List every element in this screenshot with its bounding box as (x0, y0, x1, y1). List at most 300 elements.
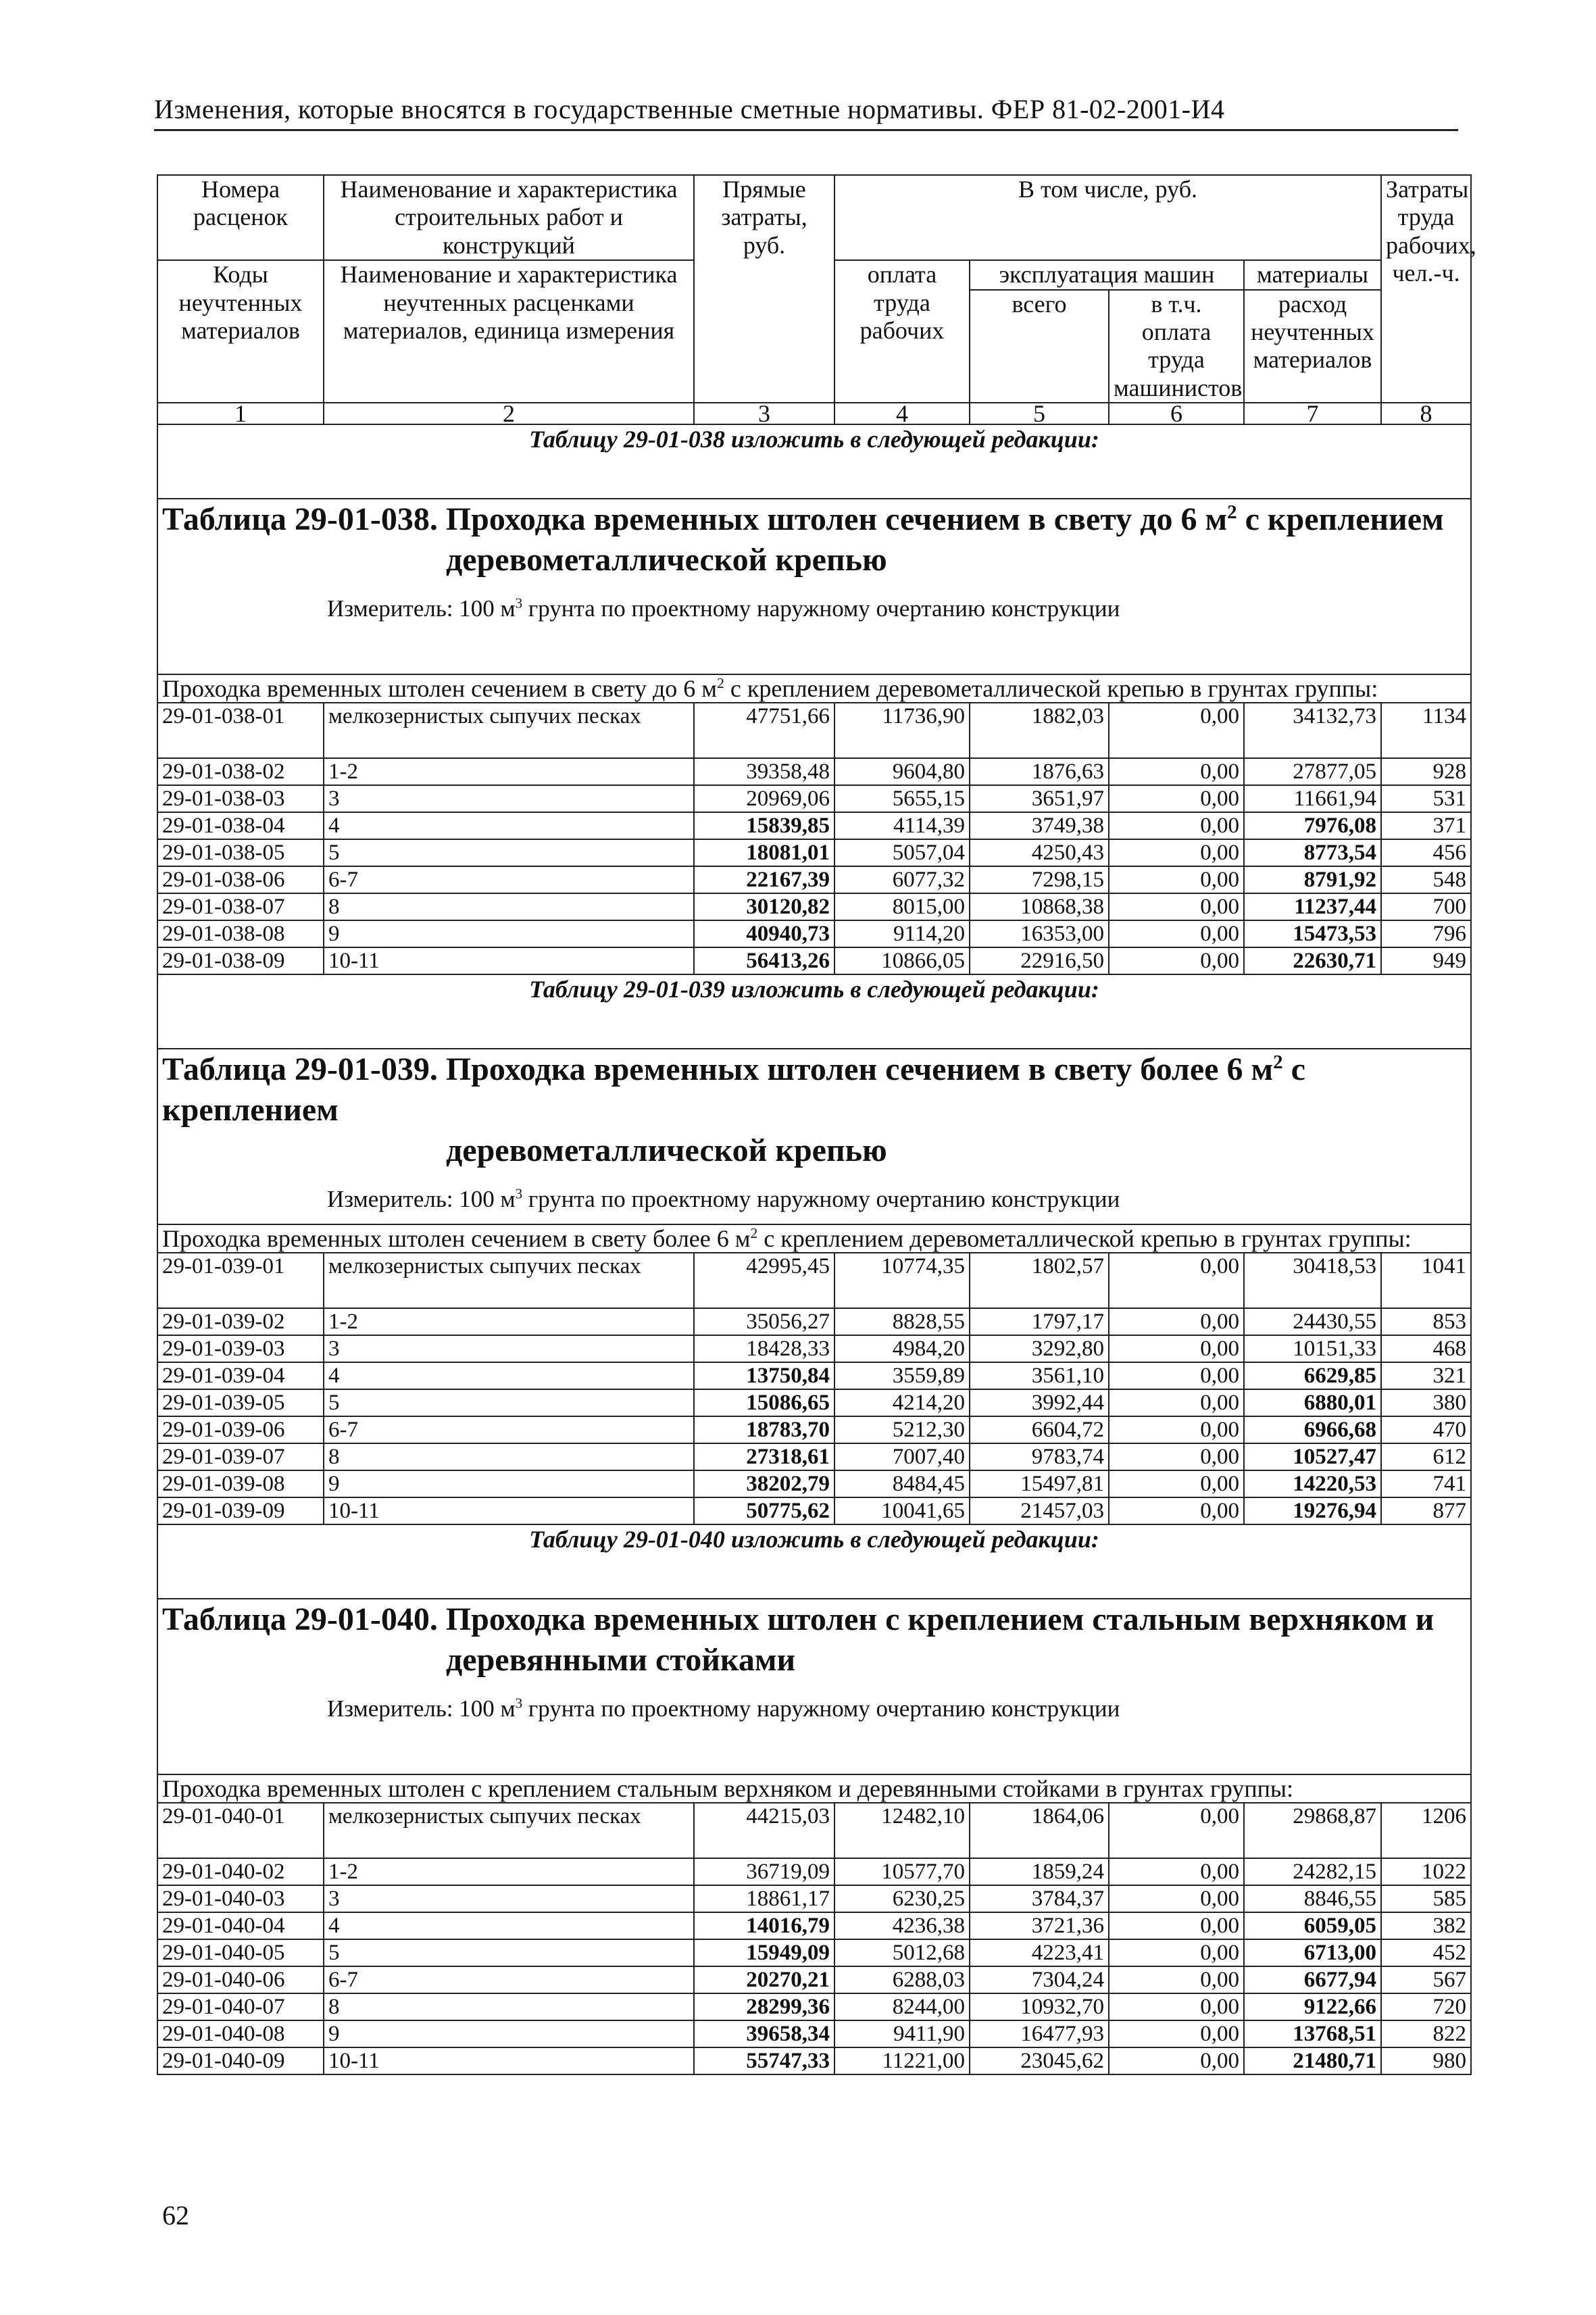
machine-costs: 23045,62 (970, 2047, 1109, 2074)
worker-wages: 10041,65 (834, 1497, 970, 1524)
instruction-text: Таблицу 29-01-039 изложить в следующей редакции: (157, 974, 1471, 1049)
soil-group: 1-2 (324, 758, 694, 785)
machine-costs: 1864,06 (970, 1803, 1109, 1858)
table-title (162, 1599, 1466, 1681)
col2-top-header: Наименование и характеристика строительных работ и конструкций (324, 175, 694, 260)
labor-hours: 853 (1381, 1308, 1471, 1335)
machine-costs: 10932,70 (970, 1993, 1109, 2020)
machine-costs: 7304,24 (970, 1966, 1109, 1993)
soil-group: 4 (324, 1362, 694, 1389)
rate-code: 29-01-040-02 (157, 1858, 324, 1885)
column-numbers-row (157, 403, 1471, 424)
direct-costs: 47751,66 (694, 703, 834, 758)
rate-code: 29-01-039-09 (157, 1497, 324, 1524)
soil-group: 6-7 (324, 866, 694, 893)
title-superscript: 2 (1227, 501, 1237, 524)
direct-costs: 18428,33 (694, 1335, 834, 1362)
rate-code: 29-01-038-08 (157, 920, 324, 947)
measure-superscript: 3 (515, 1695, 523, 1712)
labor-hours: 796 (1381, 920, 1471, 947)
col2-bottom-header: Наименование и характеристика неучтенных расценками материалов, единица измерения (324, 260, 694, 403)
labor-hours: 321 (1381, 1362, 1471, 1389)
group-description-row (157, 1774, 1471, 1803)
machine-costs: 3561,10 (970, 1362, 1109, 1389)
direct-costs: 38202,79 (694, 1470, 834, 1497)
worker-wages: 9604,80 (834, 758, 970, 785)
worker-wages: 4984,20 (834, 1335, 970, 1362)
machine-costs: 4250,43 (970, 839, 1109, 866)
materials-costs: 7976,08 (1244, 812, 1381, 839)
table-title-block (157, 1049, 1471, 1224)
materials-costs: 6966,68 (1244, 1416, 1381, 1443)
operator-wages: 0,00 (1109, 785, 1244, 812)
table-row (157, 1253, 1471, 1308)
labor-hours: 452 (1381, 1939, 1471, 1966)
labor-hours: 585 (1381, 1885, 1471, 1912)
rate-code: 29-01-039-03 (157, 1335, 324, 1362)
column-number: 2 (324, 403, 694, 424)
table-row (157, 1362, 1471, 1389)
direct-costs: 14016,79 (694, 1912, 834, 1939)
table-row (157, 1803, 1471, 1858)
table-row (157, 703, 1471, 758)
labor-hours: 1041 (1381, 1253, 1471, 1308)
materials-costs: 6713,00 (1244, 1939, 1381, 1966)
operator-wages: 0,00 (1109, 1362, 1244, 1389)
table-title-row (157, 1599, 1471, 1774)
machine-costs: 6604,72 (970, 1416, 1109, 1443)
group-description (157, 674, 1471, 703)
soil-group: 8 (324, 893, 694, 920)
materials-costs: 13768,51 (1244, 2020, 1381, 2047)
direct-costs: 15949,09 (694, 1939, 834, 1966)
table-title-part: Таблица 29-01-040. Проходка временных штолен с креплением стальным верхняком и (162, 1601, 1435, 1638)
estimate-table (157, 174, 1476, 2075)
measure-superscript: 3 (515, 595, 523, 612)
labor-hours: 741 (1381, 1470, 1471, 1497)
table-row (157, 947, 1471, 974)
table-title-part: с креплением (162, 1051, 1305, 1128)
measure-superscript: 3 (515, 1185, 523, 1202)
worker-wages: 8244,00 (834, 1993, 970, 2020)
machine-costs: 1876,63 (970, 758, 1109, 785)
machine-costs: 16353,00 (970, 920, 1109, 947)
table-row (157, 1443, 1471, 1470)
operator-wages: 0,00 (1109, 758, 1244, 785)
column-number: 5 (970, 403, 1109, 424)
column-number: 3 (694, 403, 834, 424)
table-row (157, 1470, 1471, 1497)
direct-costs: 18783,70 (694, 1416, 834, 1443)
materials-costs: 22630,71 (1244, 947, 1381, 974)
operator-wages: 0,00 (1109, 920, 1244, 947)
worker-wages: 10866,05 (834, 947, 970, 974)
labor-hours: 1134 (1381, 703, 1471, 758)
table-row (157, 1416, 1471, 1443)
worker-wages: 6288,03 (834, 1966, 970, 1993)
soil-group: 6-7 (324, 1966, 694, 1993)
machine-costs: 1882,03 (970, 703, 1109, 758)
machine-costs: 22916,50 (970, 947, 1109, 974)
operator-wages: 0,00 (1109, 893, 1244, 920)
materials-header: материалы (1244, 260, 1381, 289)
rate-code: 29-01-040-05 (157, 1939, 324, 1966)
materials-costs: 10527,47 (1244, 1443, 1381, 1470)
direct-costs: 20270,21 (694, 1966, 834, 1993)
operator-wages: 0,00 (1109, 947, 1244, 974)
instruction-row (157, 424, 1471, 499)
materials-costs: 21480,71 (1244, 2047, 1381, 2074)
labor-hours: 877 (1381, 1497, 1471, 1524)
table-title (162, 1049, 1466, 1171)
materials-costs: 8791,92 (1244, 866, 1381, 893)
direct-costs: 18861,17 (694, 1885, 834, 1912)
rate-code: 29-01-040-01 (157, 1803, 324, 1858)
running-header: Изменения, которые вносятся в государственные сметные нормативы. ФЕР 81-02-2001-И4 (154, 93, 1458, 131)
materials-costs: 6677,94 (1244, 1966, 1381, 1993)
measure-unit (162, 595, 1466, 622)
worker-wages: 6077,32 (834, 866, 970, 893)
labor-hours: 470 (1381, 1416, 1471, 1443)
table-title-continuation: деревянными стойками (446, 1642, 796, 1678)
worker-wages: 3559,89 (834, 1362, 970, 1389)
direct-costs: 39358,48 (694, 758, 834, 785)
worker-wages: 10774,35 (834, 1253, 970, 1308)
worker-wages: 6230,25 (834, 1885, 970, 1912)
table-title (162, 499, 1466, 580)
soil-group: 10-11 (324, 947, 694, 974)
soil-group: 9 (324, 920, 694, 947)
direct-costs: 39658,34 (694, 2020, 834, 2047)
labor-hours: 980 (1381, 2047, 1471, 2074)
operator-wages: 0,00 (1109, 1443, 1244, 1470)
group-text: Проходка временных штолен с креплением стальным верхняком и деревянными стойками в грунтах группы: (162, 1775, 1294, 1803)
group-superscript: 2 (717, 675, 724, 692)
table-row (157, 866, 1471, 893)
col7-header: расход неучтенных материалов (1244, 290, 1381, 403)
table-row (157, 1912, 1471, 1939)
group-description (157, 1224, 1471, 1253)
table-row (157, 785, 1471, 812)
rate-code: 29-01-039-02 (157, 1308, 324, 1335)
group-description-row (157, 1224, 1471, 1253)
direct-costs: 18081,01 (694, 839, 834, 866)
table-title-continuation: деревометаллической крепью (446, 542, 887, 578)
soil-group: 5 (324, 1389, 694, 1416)
direct-costs: 20969,06 (694, 785, 834, 812)
worker-wages: 12482,10 (834, 1803, 970, 1858)
operator-wages: 0,00 (1109, 2020, 1244, 2047)
worker-wages: 4214,20 (834, 1389, 970, 1416)
rate-code: 29-01-039-06 (157, 1416, 324, 1443)
table-row (157, 920, 1471, 947)
rate-code: 29-01-039-04 (157, 1362, 324, 1389)
materials-costs: 6629,85 (1244, 1362, 1381, 1389)
soil-group: 10-11 (324, 1497, 694, 1524)
labor-hours: 567 (1381, 1966, 1471, 1993)
table-title-continuation: деревометаллической крепью (446, 1132, 887, 1169)
materials-costs: 27877,05 (1244, 758, 1381, 785)
soil-group: 3 (324, 785, 694, 812)
group-description-row (157, 674, 1471, 703)
measure-unit (162, 1186, 1466, 1213)
rate-code: 29-01-040-08 (157, 2020, 324, 2047)
labor-hours: 548 (1381, 866, 1471, 893)
operator-wages: 0,00 (1109, 2047, 1244, 2074)
table-row (157, 1939, 1471, 1966)
materials-costs: 19276,94 (1244, 1497, 1381, 1524)
rate-code: 29-01-040-07 (157, 1993, 324, 2020)
measure-text: Измеритель: 100 м (327, 1186, 516, 1213)
measure-text: Измеритель: 100 м (327, 1695, 516, 1722)
table-row (157, 1858, 1471, 1885)
operator-wages: 0,00 (1109, 839, 1244, 866)
rate-code: 29-01-038-05 (157, 839, 324, 866)
worker-wages: 8828,55 (834, 1308, 970, 1335)
worker-wages: 4236,38 (834, 1912, 970, 1939)
col5-header: всего (970, 290, 1109, 403)
machine-costs: 3749,38 (970, 812, 1109, 839)
operator-wages: 0,00 (1109, 1389, 1244, 1416)
soil-group: 8 (324, 1443, 694, 1470)
labor-hours: 371 (1381, 812, 1471, 839)
measure-text: грунта по проектному наружному очертанию конструкции (522, 595, 1120, 622)
table-row (157, 893, 1471, 920)
operator-wages: 0,00 (1109, 1335, 1244, 1362)
materials-costs: 29868,87 (1244, 1803, 1381, 1858)
labor-hours: 1022 (1381, 1858, 1471, 1885)
materials-costs: 11237,44 (1244, 893, 1381, 920)
soil-group: мелкозернистых сыпучих песках (324, 703, 694, 758)
direct-costs: 50775,62 (694, 1497, 834, 1524)
rate-code: 29-01-038-09 (157, 947, 324, 974)
labor-hours: 531 (1381, 785, 1471, 812)
column-number: 1 (157, 403, 324, 424)
table-row (157, 1335, 1471, 1362)
soil-group: мелкозернистых сыпучих песках (324, 1253, 694, 1308)
machines-header: эксплуатация машин (970, 260, 1244, 289)
column-number: 6 (1109, 403, 1244, 424)
worker-wages: 8484,45 (834, 1470, 970, 1497)
soil-group: 10-11 (324, 2047, 694, 2074)
group-superscript: 2 (750, 1225, 758, 1242)
machine-costs: 1802,57 (970, 1253, 1109, 1308)
machine-costs: 3992,44 (970, 1389, 1109, 1416)
soil-group: 4 (324, 812, 694, 839)
direct-costs: 40940,73 (694, 920, 834, 947)
labor-hours: 700 (1381, 893, 1471, 920)
labor-hours: 928 (1381, 758, 1471, 785)
soil-group: 5 (324, 839, 694, 866)
labor-hours: 382 (1381, 1912, 1471, 1939)
operator-wages: 0,00 (1109, 1993, 1244, 2020)
materials-costs: 24282,15 (1244, 1858, 1381, 1885)
table-title-row (157, 499, 1471, 674)
labor-hours: 720 (1381, 1993, 1471, 2020)
worker-wages: 5655,15 (834, 785, 970, 812)
machine-costs: 3292,80 (970, 1335, 1109, 1362)
direct-costs: 15086,65 (694, 1389, 834, 1416)
including-header: В том числе, руб. (834, 175, 1381, 260)
labor-hours: 380 (1381, 1389, 1471, 1416)
operator-wages: 0,00 (1109, 1308, 1244, 1335)
materials-costs: 11661,94 (1244, 785, 1381, 812)
table-row (157, 1993, 1471, 2020)
operator-wages: 0,00 (1109, 1470, 1244, 1497)
soil-group: 9 (324, 2020, 694, 2047)
labor-hours: 612 (1381, 1443, 1471, 1470)
direct-costs: 55747,33 (694, 2047, 834, 2074)
col4-header: оплата труда рабочих (834, 260, 970, 403)
soil-group: 8 (324, 1993, 694, 2020)
group-description (157, 1774, 1471, 1803)
table-title-part: с креплением (1237, 501, 1444, 538)
direct-costs: 30120,82 (694, 893, 834, 920)
group-text: Проходка временных штолен сечением в свету более 6 м (162, 1225, 751, 1253)
table-row (157, 1966, 1471, 1993)
table-row (157, 758, 1471, 785)
direct-costs: 22167,39 (694, 866, 834, 893)
materials-costs: 30418,53 (1244, 1253, 1381, 1308)
table-title-block (157, 499, 1471, 674)
col8-header: Затраты труда рабочих, чел.-ч. (1381, 175, 1471, 403)
table-row (157, 1308, 1471, 1335)
page-number: 62 (162, 2200, 189, 2231)
materials-costs: 10151,33 (1244, 1335, 1381, 1362)
operator-wages: 0,00 (1109, 703, 1244, 758)
group-text: с креплением деревометаллической крепью в грунтах группы: (757, 1225, 1412, 1253)
table-row (157, 2047, 1471, 2074)
materials-costs: 14220,53 (1244, 1470, 1381, 1497)
labor-hours: 468 (1381, 1335, 1471, 1362)
worker-wages: 7007,40 (834, 1443, 970, 1470)
labor-hours: 1206 (1381, 1803, 1471, 1858)
materials-costs: 24430,55 (1244, 1308, 1381, 1335)
rate-code: 29-01-039-01 (157, 1253, 324, 1308)
machine-costs: 1797,17 (970, 1308, 1109, 1335)
operator-wages: 0,00 (1109, 1885, 1244, 1912)
machine-costs: 4223,41 (970, 1939, 1109, 1966)
col1-top-header: Номера расценок (157, 175, 324, 260)
table-title-block (157, 1599, 1471, 1774)
measure-text: грунта по проектному наружному очертанию конструкции (522, 1695, 1120, 1722)
worker-wages: 5212,30 (834, 1416, 970, 1443)
group-text: с креплением деревометаллической крепью в грунтах группы: (724, 675, 1378, 703)
instruction-row (157, 1524, 1471, 1599)
soil-group: мелкозернистых сыпучих песках (324, 1803, 694, 1858)
operator-wages: 0,00 (1109, 1253, 1244, 1308)
worker-wages: 5012,68 (834, 1939, 970, 1966)
rate-code: 29-01-040-09 (157, 2047, 324, 2074)
labor-hours: 822 (1381, 2020, 1471, 2047)
rate-code: 29-01-038-04 (157, 812, 324, 839)
operator-wages: 0,00 (1109, 1497, 1244, 1524)
measure-unit (162, 1695, 1466, 1722)
rate-code: 29-01-038-07 (157, 893, 324, 920)
materials-costs: 8846,55 (1244, 1885, 1381, 1912)
direct-costs: 36719,09 (694, 1858, 834, 1885)
group-text: Проходка временных штолен сечением в свету до 6 м (162, 675, 718, 703)
instruction-text: Таблицу 29-01-038 изложить в следующей редакции: (157, 424, 1471, 499)
col1-bottom-header: Коды неучтенных материалов (157, 260, 324, 403)
worker-wages: 11736,90 (834, 703, 970, 758)
table-title-row (157, 1049, 1471, 1224)
table-row (157, 1497, 1471, 1524)
table-row (157, 1885, 1471, 1912)
rate-code: 29-01-039-05 (157, 1389, 324, 1416)
operator-wages: 0,00 (1109, 1966, 1244, 1993)
machine-costs: 21457,03 (970, 1497, 1109, 1524)
column-number: 4 (834, 403, 970, 424)
table-row (157, 839, 1471, 866)
materials-costs: 34132,73 (1244, 703, 1381, 758)
machine-costs: 1859,24 (970, 1858, 1109, 1885)
direct-costs: 15839,85 (694, 812, 834, 839)
instruction-text: Таблицу 29-01-040 изложить в следующей редакции: (157, 1524, 1471, 1599)
column-number: 8 (1381, 403, 1471, 424)
rate-code: 29-01-038-06 (157, 866, 324, 893)
rate-code: 29-01-038-01 (157, 703, 324, 758)
machine-costs: 3784,37 (970, 1885, 1109, 1912)
materials-costs: 15473,53 (1244, 920, 1381, 947)
soil-group: 3 (324, 1885, 694, 1912)
materials-costs: 9122,66 (1244, 1993, 1381, 2020)
machine-costs: 15497,81 (970, 1470, 1109, 1497)
rate-code: 29-01-039-07 (157, 1443, 324, 1470)
soil-group: 1-2 (324, 1858, 694, 1885)
operator-wages: 0,00 (1109, 812, 1244, 839)
operator-wages: 0,00 (1109, 866, 1244, 893)
direct-costs: 27318,61 (694, 1443, 834, 1470)
title-superscript: 2 (1273, 1051, 1283, 1074)
direct-costs: 28299,36 (694, 1993, 834, 2020)
col6-header: в т.ч. оплата труда машинистов (1109, 290, 1244, 403)
soil-group: 3 (324, 1335, 694, 1362)
measure-text: Измеритель: 100 м (327, 595, 516, 622)
rate-code: 29-01-039-08 (157, 1470, 324, 1497)
rate-code: 29-01-038-03 (157, 785, 324, 812)
direct-costs: 35056,27 (694, 1308, 834, 1335)
rate-code: 29-01-038-02 (157, 758, 324, 785)
operator-wages: 0,00 (1109, 1858, 1244, 1885)
materials-costs: 6880,01 (1244, 1389, 1381, 1416)
table-row (157, 1389, 1471, 1416)
table-row (157, 812, 1471, 839)
operator-wages: 0,00 (1109, 1939, 1244, 1966)
table-row (157, 2020, 1471, 2047)
rate-code: 29-01-040-03 (157, 1885, 324, 1912)
measure-text: грунта по проектному наружному очертанию конструкции (522, 1186, 1120, 1213)
operator-wages: 0,00 (1109, 1912, 1244, 1939)
rate-code: 29-01-040-04 (157, 1912, 324, 1939)
worker-wages: 9411,90 (834, 2020, 970, 2047)
soil-group: 9 (324, 1470, 694, 1497)
materials-costs: 6059,05 (1244, 1912, 1381, 1939)
operator-wages: 0,00 (1109, 1416, 1244, 1443)
labor-hours: 949 (1381, 947, 1471, 974)
col3-header: Прямые затраты, руб. (694, 175, 834, 403)
worker-wages: 4114,39 (834, 812, 970, 839)
soil-group: 1-2 (324, 1308, 694, 1335)
direct-costs: 56413,26 (694, 947, 834, 974)
worker-wages: 5057,04 (834, 839, 970, 866)
materials-costs: 8773,54 (1244, 839, 1381, 866)
soil-group: 6-7 (324, 1416, 694, 1443)
worker-wages: 9114,20 (834, 920, 970, 947)
machine-costs: 9783,74 (970, 1443, 1109, 1470)
direct-costs: 13750,84 (694, 1362, 834, 1389)
machine-costs: 10868,38 (970, 893, 1109, 920)
